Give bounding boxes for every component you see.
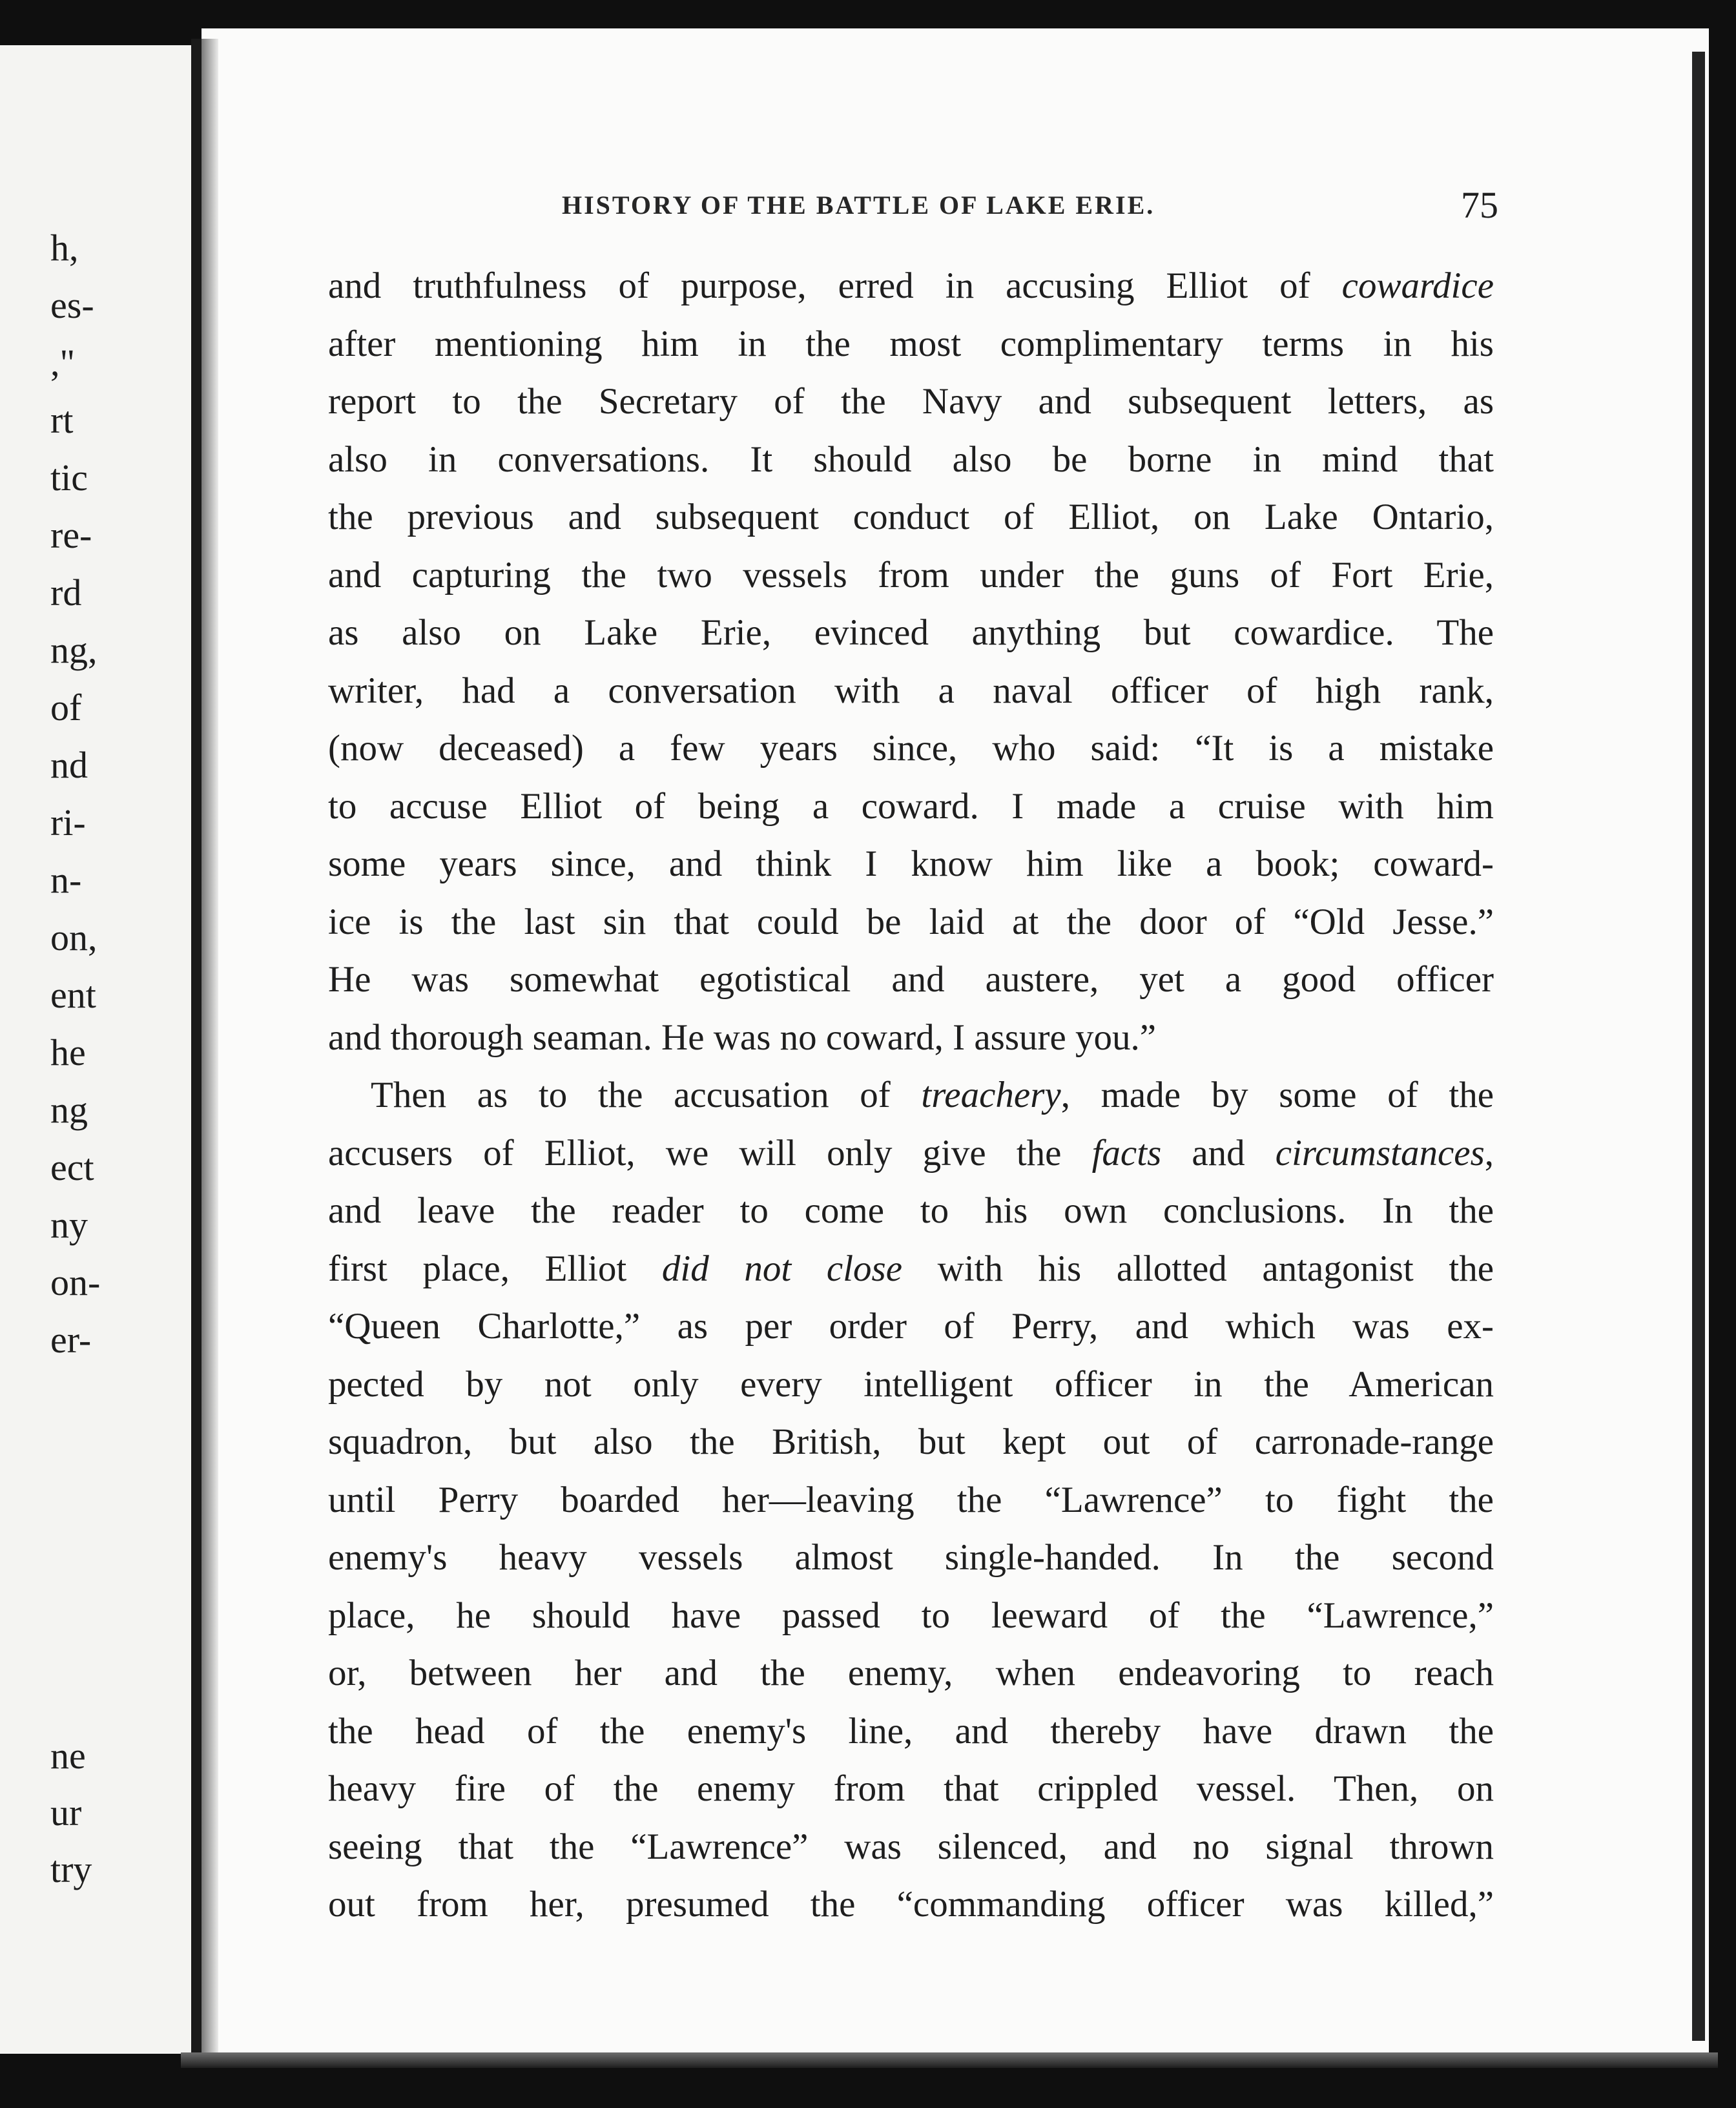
- text-run: (now deceased) a few years since, who said: “It is a mistake: [328, 728, 1494, 769]
- previous-page-fragment: ng: [50, 1089, 88, 1131]
- text-line: [328, 1297, 1494, 1356]
- text-run: seeing that the “Lawrence” was silenced, and no signal thrown: [328, 1826, 1494, 1867]
- running-head: HISTORY OF THE BATTLE OF LAKE ERIE.: [562, 191, 1155, 220]
- text-line: [328, 778, 1494, 836]
- text-line: [328, 1009, 1494, 1067]
- text-line: [328, 893, 1494, 951]
- previous-page-fragment: of: [50, 687, 82, 728]
- page-header: [562, 184, 1498, 232]
- text-run: place, he should have passed to leeward of the “Lawrence,”: [328, 1595, 1494, 1636]
- text-line: [328, 1066, 1494, 1124]
- text-run: Then as to the accusation of: [371, 1075, 922, 1115]
- text-line: [328, 604, 1494, 662]
- emphasis: cowardice: [1341, 265, 1494, 306]
- text-line: [328, 1240, 1494, 1298]
- previous-page-fragment: ,": [50, 342, 76, 384]
- text-run: , made by some of the: [1060, 1075, 1494, 1115]
- text-run: pected by not only every intelligent officer in the American: [328, 1363, 1494, 1405]
- text-run: and leave the reader to come to his own conclusions. In the: [328, 1190, 1494, 1231]
- text-run: out from her, presumed the “commanding officer was killed,”: [328, 1884, 1494, 1925]
- text-run: the head of the enemy's line, and thereby have drawn the: [328, 1710, 1494, 1752]
- text-line: [328, 951, 1494, 1009]
- previous-page-fragment: er-: [50, 1319, 92, 1361]
- text-line: [328, 488, 1494, 546]
- previous-page-fragment: on,: [50, 916, 98, 958]
- text-line: [328, 1587, 1494, 1645]
- text-line: [328, 1876, 1494, 1934]
- previous-page-fragment: ne: [50, 1735, 86, 1777]
- text-run: report to the Secretary of the Navy and subsequent letters, as: [328, 381, 1494, 422]
- previous-page-fragment: ect: [50, 1146, 94, 1188]
- text-line: [328, 1818, 1494, 1876]
- previous-page-fragment: he: [50, 1031, 86, 1073]
- emphasis: did not close: [661, 1248, 903, 1289]
- text-run: as also on Lake Erie, evinced anything but cowardice. The: [328, 612, 1494, 653]
- text-run: until Perry boarded her—leaving the “Lawrence” to fight the: [328, 1479, 1494, 1520]
- text-run: also in conversations. It should also be borne in mind that: [328, 439, 1494, 480]
- page-number: 75: [1461, 184, 1498, 226]
- text-line: [328, 1644, 1494, 1702]
- previous-page-fragment: rt: [50, 399, 74, 441]
- text-run: some years since, and think I know him like a book; coward-: [328, 843, 1494, 884]
- text-run: the previous and subsequent conduct of Elliot, on Lake Ontario,: [328, 497, 1494, 537]
- text-run: accusers of Elliot, we will only give the: [328, 1132, 1092, 1173]
- text-run: “Queen Charlotte,” as per order of Perry, and which was ex-: [328, 1306, 1494, 1347]
- text-run: and capturing the two vessels from under the guns of Fort Erie,: [328, 554, 1494, 595]
- text-run: and thorough seaman. He was no coward, I assure you.”: [328, 1017, 1157, 1058]
- previous-page-fragment: ng,: [50, 629, 98, 671]
- text-run: enemy's heavy vessels almost single-handed. In the second: [328, 1537, 1494, 1578]
- previous-page-fragment: h,: [50, 227, 79, 269]
- text-line: [328, 431, 1494, 489]
- text-run: ,: [1484, 1132, 1494, 1173]
- previous-page-edge: [0, 45, 194, 2054]
- emphasis: circumstances: [1275, 1132, 1485, 1173]
- text-line: [328, 719, 1494, 778]
- text-run: and: [1161, 1132, 1276, 1173]
- text-line: [328, 1529, 1494, 1587]
- previous-page-fragment: ri-: [50, 801, 86, 843]
- previous-page-fragment: try: [50, 1848, 92, 1890]
- text-line: [328, 1356, 1494, 1414]
- previous-page-fragment: nd: [50, 744, 88, 786]
- text-run: He was somewhat egotistical and austere, yet a good officer: [328, 959, 1494, 1000]
- text-line: [328, 373, 1494, 431]
- text-run: ice is the last sin that could be laid at the door of “Old Jesse.”: [328, 901, 1494, 942]
- text-line: [328, 315, 1494, 373]
- text-line: [328, 835, 1494, 893]
- text-line: [328, 1760, 1494, 1818]
- body-text: [328, 257, 1494, 1934]
- text-line: [328, 1702, 1494, 1761]
- previous-page-fragment: ny: [50, 1204, 88, 1246]
- text-line: [328, 662, 1494, 720]
- previous-page-fragment: n-: [50, 859, 82, 901]
- text-run: squadron, but also the British, but kept out of carronade-range: [328, 1421, 1494, 1462]
- text-line: [328, 1124, 1494, 1183]
- previous-page-fragment: re-: [50, 514, 92, 556]
- previous-page-fragment: es-: [50, 284, 94, 326]
- text-run: with his allotted antagonist the: [902, 1248, 1494, 1289]
- text-run: first place, Elliot: [328, 1248, 662, 1289]
- text-line: [328, 1413, 1494, 1471]
- gutter-shadow: [202, 39, 218, 2060]
- previous-page-fragment: rd: [50, 572, 82, 614]
- text-run: heavy fire of the enemy from that crippled vessel. Then, on: [328, 1768, 1494, 1809]
- book-gutter: [191, 39, 202, 2060]
- text-run: writer, had a conversation with a naval officer of high rank,: [328, 670, 1494, 711]
- page-right-edge: [1692, 52, 1705, 2041]
- text-run: and truthfulness of purpose, erred in accusing Elliot of: [328, 265, 1342, 306]
- emphasis: facts: [1091, 1132, 1162, 1173]
- text-line: [328, 257, 1494, 315]
- text-run: after mentioning him in the most complimentary terms in his: [328, 323, 1494, 364]
- emphasis: treachery: [921, 1075, 1061, 1115]
- previous-page-fragment: ent: [50, 974, 96, 1016]
- text-line: [328, 1182, 1494, 1240]
- text-run: or, between her and the enemy, when endeavoring to reach: [328, 1653, 1494, 1693]
- page-bottom-edge: [181, 2052, 1718, 2068]
- text-run: to accuse Elliot of being a coward. I made a cruise with him: [328, 785, 1494, 827]
- text-line: [328, 1471, 1494, 1529]
- previous-page-fragment: on-: [50, 1261, 101, 1303]
- text-line: [328, 546, 1494, 604]
- previous-page-fragment: tic: [50, 457, 88, 499]
- previous-page-fragment: ur: [50, 1792, 82, 1834]
